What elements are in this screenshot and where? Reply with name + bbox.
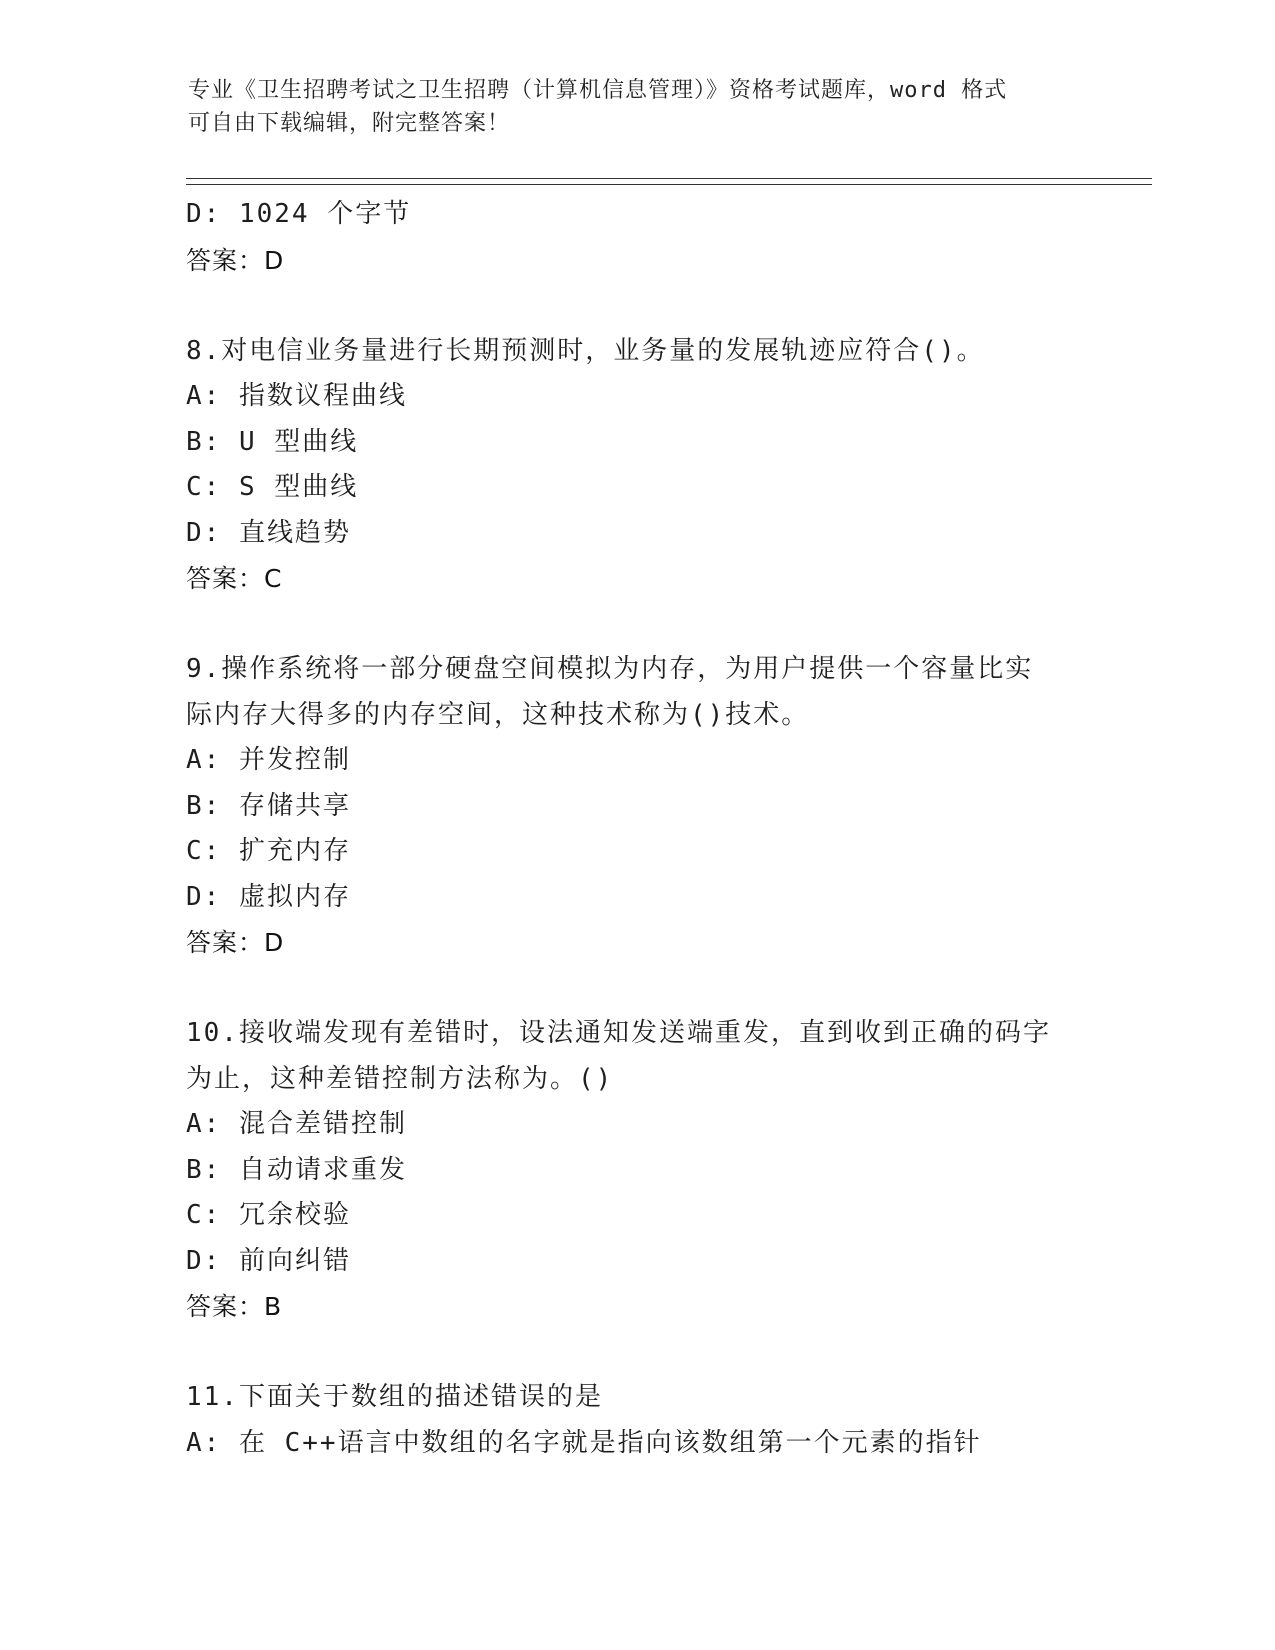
question-8-option-d: D: 直线趋势 <box>186 517 351 548</box>
question-8-answer: 答案：C <box>186 564 283 593</box>
question-9-answer: 答案：D <box>186 928 285 957</box>
header-line-1: 专业《卫生招聘考试之卫生招聘（计算机信息管理）》资格考试题库，word 格式 <box>188 78 1008 103</box>
question-10-option-d: D: 前向纠错 <box>186 1245 351 1276</box>
question-9-option-d: D: 虚拟内存 <box>186 881 351 912</box>
question-8-option-b: B: U 型曲线 <box>186 426 359 457</box>
question-9-option-c: C: 扩充内存 <box>186 836 351 866</box>
spacer <box>186 602 1086 648</box>
question-8-stem: 8.对电信业务量进行长期预测时，业务量的发展轨迹应符合()。 <box>186 335 985 366</box>
option-d: D: 1024 个字节 <box>186 199 412 229</box>
question-9-option-b: B: 存储共享 <box>186 790 351 821</box>
question-10-stem-line-1: 10.接收端发现有差错时，设法通知发送端重发，直到收到正确的码字 <box>186 1018 1051 1048</box>
document-header <box>188 74 1068 140</box>
header-divider-bottom <box>186 184 1152 185</box>
spacer <box>186 283 1086 329</box>
header-line-2: 可自由下载编辑，附完整答案！ <box>188 111 511 136</box>
question-10-option-b: B: 自动请求重发 <box>186 1154 407 1185</box>
question-10-option-c: C: 冗余校验 <box>186 1200 351 1230</box>
question-10-option-a: A: 混合差错控制 <box>186 1109 407 1139</box>
header-divider-top <box>186 178 1152 179</box>
spacer <box>186 1330 1086 1376</box>
spacer <box>186 966 1086 1012</box>
question-list <box>186 192 1086 1466</box>
question-10-stem-line-2: 为止，这种差错控制方法称为。() <box>186 1063 614 1094</box>
question-8-option-c: C: S 型曲线 <box>186 472 359 502</box>
question-9-stem-line-2: 际内存大得多的内存空间，这种技术称为()技术。 <box>186 699 810 730</box>
question-10-answer: 答案：B <box>186 1292 283 1321</box>
answer-line: 答案：D <box>186 245 285 275</box>
question-9-option-a: A: 并发控制 <box>186 745 351 775</box>
question-11-option-a: A: 在 C++语言中数组的名字就是指向该数组第一个元素的指针 <box>186 1427 982 1458</box>
question-8-option-a: A: 指数议程曲线 <box>186 381 407 411</box>
question-11-stem: 11.下面关于数组的描述错误的是 <box>186 1382 603 1412</box>
question-9-stem-line-1: 9.操作系统将一部分硬盘空间模拟为内存，为用户提供一个容量比实 <box>186 654 1034 684</box>
